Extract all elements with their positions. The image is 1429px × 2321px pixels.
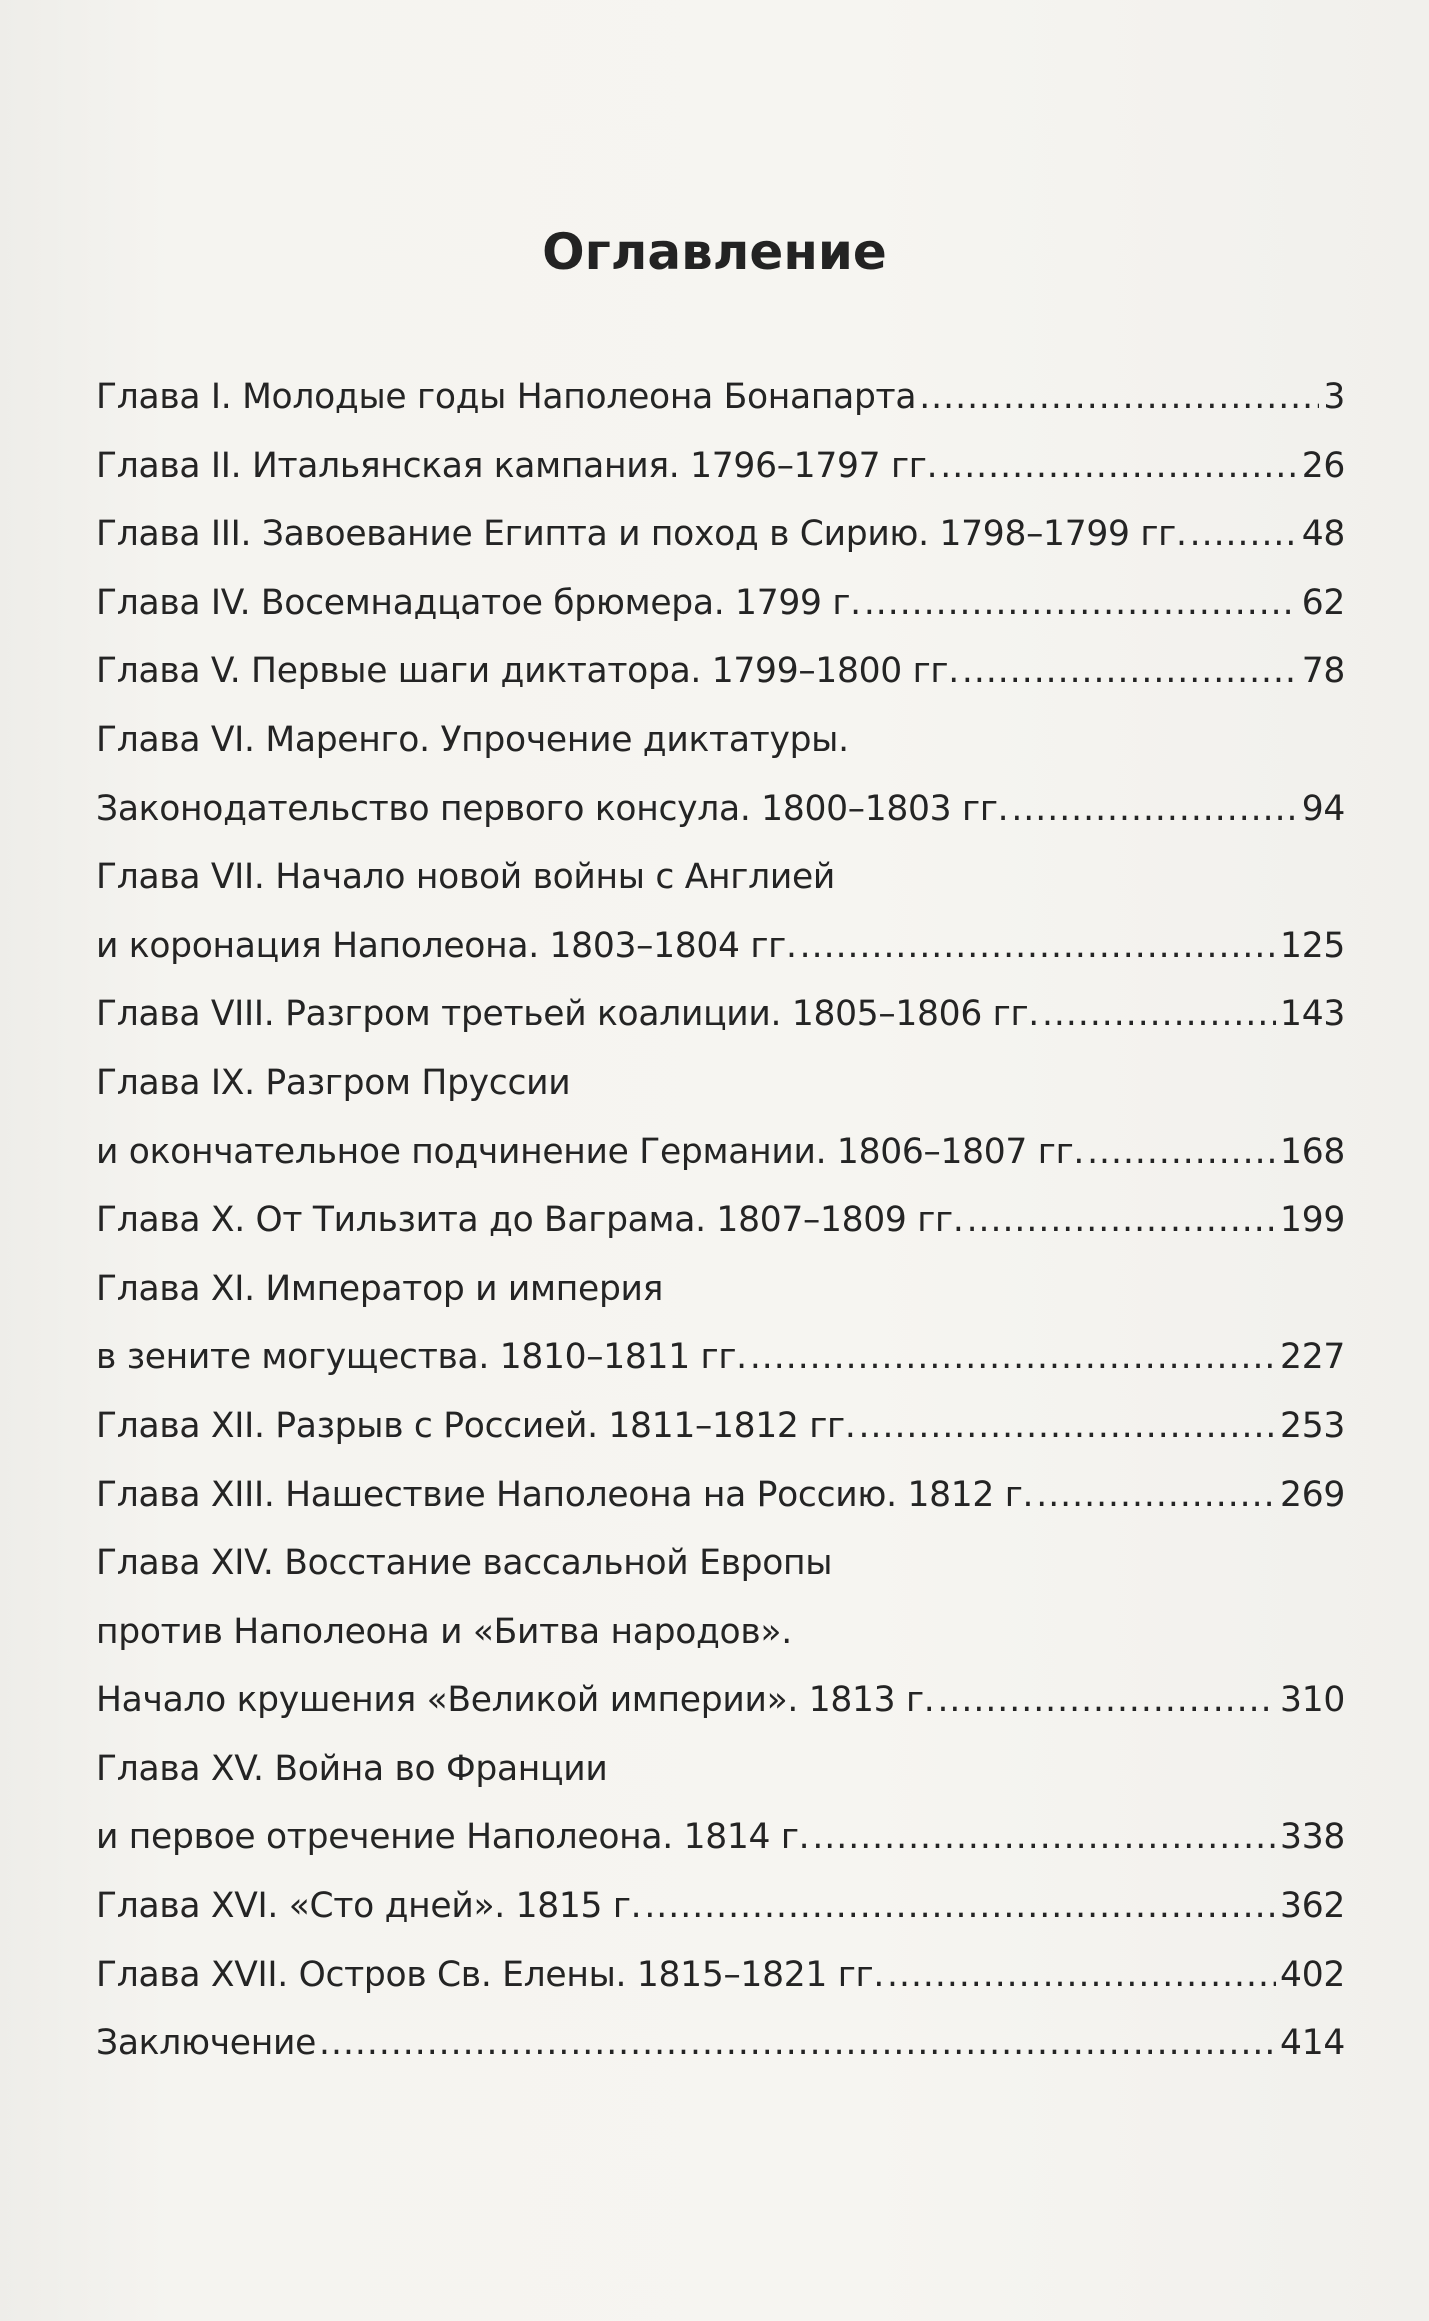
dot-leader bbox=[1087, 1118, 1276, 1187]
toc-entry-title: Начало крушения «Великой империи». 1813 г. bbox=[96, 1680, 935, 1721]
dot-leader bbox=[887, 1941, 1276, 2010]
toc-page-number: 362 bbox=[1280, 1886, 1345, 1927]
toc-entry-title: Глава I. Молодые годы Наполеона Бонапарта bbox=[96, 377, 917, 417]
toc-page-number: 414 bbox=[1280, 2023, 1345, 2064]
toc-entry-line bbox=[96, 706, 1345, 775]
toc-entry-last-line bbox=[96, 432, 1345, 501]
dot-leader bbox=[812, 1803, 1276, 1872]
dot-leader bbox=[1190, 500, 1298, 569]
toc-page-number: 199 bbox=[1280, 1200, 1345, 1241]
toc-entry-last-line bbox=[96, 569, 1345, 638]
toc-entry-line bbox=[96, 843, 1345, 912]
toc-entry-title: Глава XVI. «Сто дней». 1815 г. bbox=[96, 1886, 642, 1927]
toc-entry[interactable] bbox=[96, 1255, 1345, 1392]
toc-entry[interactable] bbox=[96, 1186, 1345, 1255]
toc-entry-title: Глава V. Первые шаги диктатора. 1799–1800 гг. bbox=[96, 651, 959, 692]
toc-entry[interactable] bbox=[96, 569, 1345, 638]
toc-entry-title: Законодательство первого консула. 1800–1803 гг. bbox=[96, 788, 1009, 829]
toc-entry-title: Глава XI. Император и империя bbox=[96, 1268, 664, 1309]
dot-leader bbox=[319, 2009, 1276, 2078]
toc-entry-title: Глава X. От Тильзита до Ваграма. 1807–1809 гг. bbox=[96, 1200, 964, 1241]
toc-entry-title: Глава XVII. Остров Св. Елены. 1815–1821 гг. bbox=[96, 1954, 885, 1995]
toc-entry-last-line bbox=[96, 775, 1345, 844]
toc-entry-title: Глава III. Завоевание Египта и поход в Сирию. 1798–1799 гг. bbox=[96, 514, 1187, 555]
toc-page-number: 338 bbox=[1280, 1817, 1345, 1858]
toc-entry-last-line bbox=[96, 1186, 1345, 1255]
toc-page-number: 26 bbox=[1301, 445, 1345, 486]
page-title: Оглавление bbox=[542, 223, 887, 281]
dot-leader bbox=[750, 1323, 1276, 1392]
dot-leader bbox=[800, 912, 1276, 981]
toc-entry[interactable] bbox=[96, 1735, 1345, 1872]
toc-entry[interactable] bbox=[96, 1872, 1345, 1941]
toc-entry[interactable] bbox=[96, 1461, 1345, 1530]
toc-entry-line bbox=[96, 1735, 1345, 1804]
toc-page-number: 253 bbox=[1280, 1405, 1345, 1446]
toc-entry-title: Глава XIII. Нашествие Наполеона на Россию. 1812 г. bbox=[96, 1474, 1034, 1515]
toc-page-number: 62 bbox=[1301, 582, 1345, 623]
table-of-contents bbox=[96, 363, 1345, 2078]
toc-entry[interactable] bbox=[96, 2009, 1345, 2078]
toc-entry-line bbox=[96, 1255, 1345, 1324]
toc-entry-last-line bbox=[96, 980, 1345, 1049]
dot-leader bbox=[864, 569, 1298, 638]
toc-entry-last-line bbox=[96, 1323, 1345, 1392]
toc-entry-last-line bbox=[96, 1118, 1345, 1187]
toc-entry-title: Заключение bbox=[96, 2023, 317, 2064]
toc-page-number: 227 bbox=[1280, 1337, 1345, 1378]
toc-entry-last-line bbox=[96, 1666, 1345, 1735]
toc-entry-line bbox=[96, 1049, 1345, 1118]
toc-page-number: 94 bbox=[1301, 788, 1345, 829]
toc-page-number: 3 bbox=[1323, 377, 1345, 417]
toc-page-number: 48 bbox=[1301, 514, 1345, 555]
toc-entry-title: и первое отречение Наполеона. 1814 г. bbox=[96, 1817, 810, 1858]
dot-leader bbox=[937, 1666, 1276, 1735]
toc-entry-title: Глава IX. Разгром Пруссии bbox=[96, 1062, 571, 1103]
toc-page-number: 125 bbox=[1280, 925, 1345, 966]
toc-entry[interactable] bbox=[96, 1941, 1345, 2010]
toc-page-number: 402 bbox=[1280, 1954, 1345, 1995]
dot-leader bbox=[919, 363, 1319, 432]
toc-page-number: 78 bbox=[1301, 651, 1345, 692]
toc-entry-last-line bbox=[96, 1803, 1345, 1872]
toc-entry-title: Глава VI. Маренго. Упрочение диктатуры. bbox=[96, 719, 849, 760]
dot-leader bbox=[967, 1186, 1276, 1255]
toc-entry-line bbox=[96, 1598, 1345, 1667]
dot-leader bbox=[859, 1392, 1277, 1461]
toc-entry-last-line bbox=[96, 637, 1345, 706]
dot-leader bbox=[962, 637, 1298, 706]
toc-entry[interactable] bbox=[96, 843, 1345, 980]
toc-entry-last-line bbox=[96, 2009, 1345, 2078]
toc-entry-last-line bbox=[96, 1941, 1345, 2010]
toc-entry[interactable] bbox=[96, 500, 1345, 569]
toc-entry-title: Глава II. Итальянская кампания. 1796–1797 гг. bbox=[96, 445, 938, 486]
toc-entry[interactable] bbox=[96, 1392, 1345, 1461]
toc-entry-last-line bbox=[96, 1461, 1345, 1530]
toc-entry-last-line bbox=[96, 1392, 1345, 1461]
toc-entry[interactable] bbox=[96, 1529, 1345, 1735]
toc-entry-last-line bbox=[96, 363, 1345, 432]
toc-entry-title: в зените могущества. 1810–1811 гг. bbox=[96, 1337, 747, 1378]
dot-leader bbox=[1011, 775, 1297, 844]
dot-leader bbox=[1036, 1461, 1276, 1530]
toc-entry[interactable] bbox=[96, 637, 1345, 706]
dot-leader bbox=[940, 432, 1297, 501]
toc-entry-title: Глава XII. Разрыв с Россией. 1811–1812 гг. bbox=[96, 1405, 856, 1446]
toc-page-number: 310 bbox=[1280, 1680, 1345, 1721]
toc-entry-line bbox=[96, 1529, 1345, 1598]
toc-entry[interactable] bbox=[96, 1049, 1345, 1186]
toc-page-number: 143 bbox=[1280, 994, 1345, 1035]
toc-entry-last-line bbox=[96, 1872, 1345, 1941]
dot-leader bbox=[1042, 980, 1276, 1049]
toc-entry-title: и коронация Наполеона. 1803–1804 гг. bbox=[96, 925, 797, 966]
toc-entry-title: против Наполеона и «Битва народов». bbox=[96, 1611, 792, 1652]
toc-entry[interactable] bbox=[96, 706, 1345, 843]
toc-entry[interactable] bbox=[96, 980, 1345, 1049]
toc-page-number: 269 bbox=[1280, 1474, 1345, 1515]
toc-entry[interactable] bbox=[96, 363, 1345, 432]
toc-entry-title: Глава XV. Война во Франции bbox=[96, 1748, 608, 1789]
toc-entry-title: Глава VIII. Разгром третьей коалиции. 1805–1806 гг. bbox=[96, 994, 1039, 1035]
dot-leader bbox=[644, 1872, 1276, 1941]
toc-page-number: 168 bbox=[1280, 1131, 1345, 1172]
toc-entry-title: Глава IV. Восемнадцатое брюмера. 1799 г. bbox=[96, 582, 861, 623]
toc-entry-title: Глава XIV. Восстание вассальной Европы bbox=[96, 1543, 833, 1584]
toc-entry-last-line bbox=[96, 500, 1345, 569]
toc-entry-title: Глава VII. Начало новой войны с Англией bbox=[96, 857, 836, 898]
toc-entry-title: и окончательное подчинение Германии. 1806–1807 гг. bbox=[96, 1131, 1085, 1172]
toc-entry-last-line bbox=[96, 912, 1345, 981]
toc-entry[interactable] bbox=[96, 432, 1345, 501]
